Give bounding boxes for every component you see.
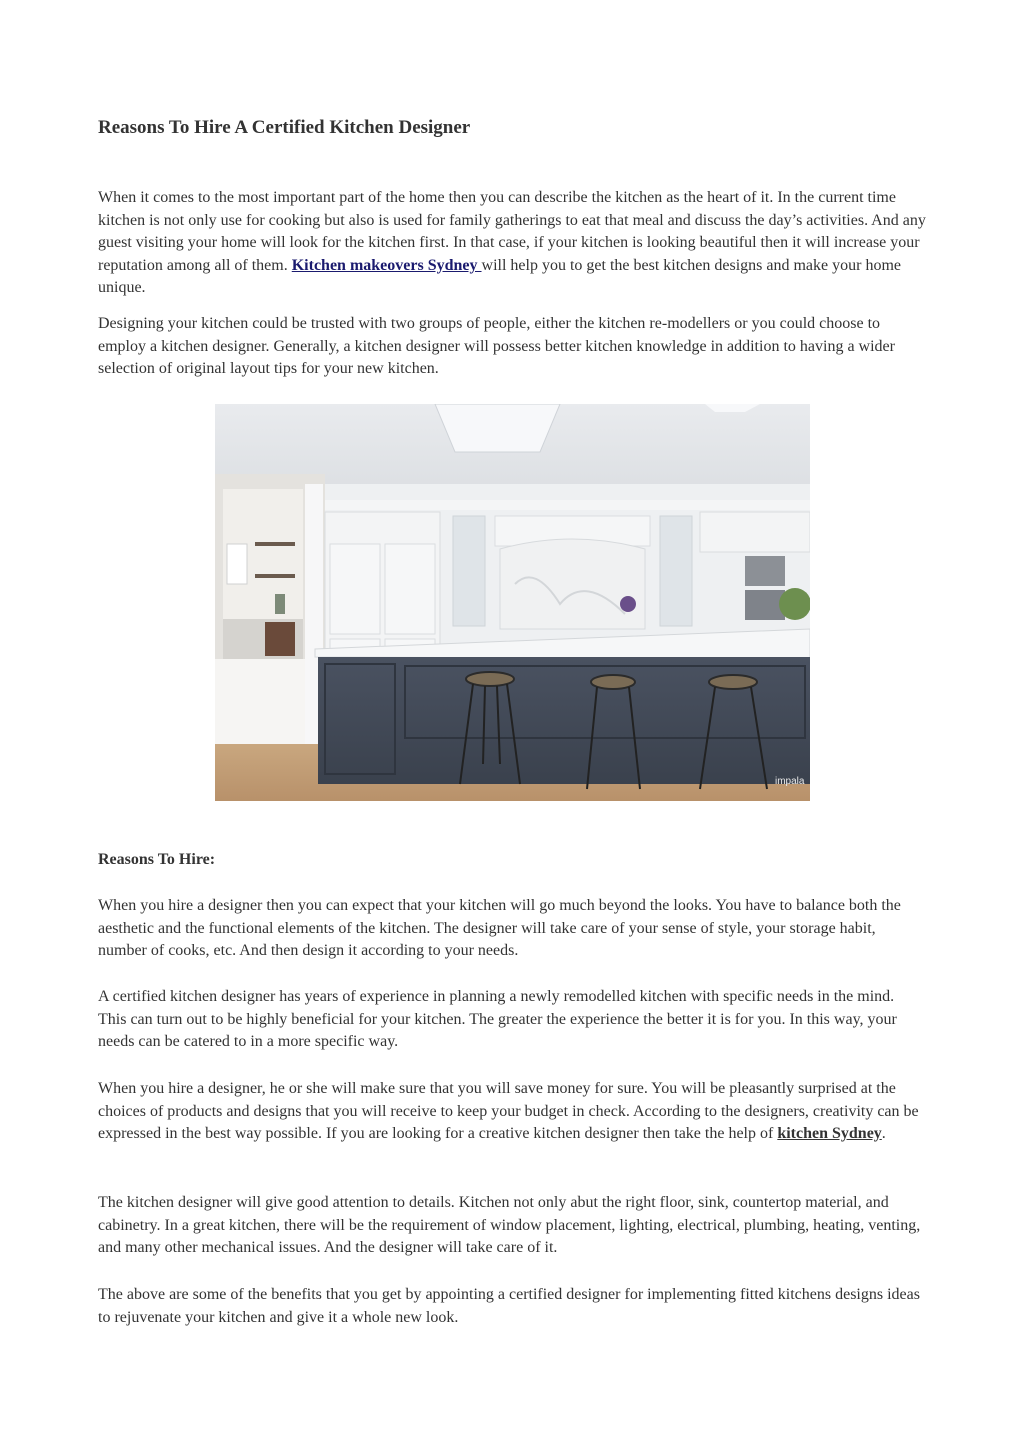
intro-text-before-link: When it comes to the most important part of the home then you can describe the kitchen as the heart of it. In the current time kitchen is not only use for cooking but also is used for family gatherings to eat that meal and discuss the day’s activities. And any guest visiting your home will look for the kitchen first. In that case, if your kitchen is looking beautiful then it will increase your reputation among all of them. <box>98 189 926 274</box>
reasons-paragraph-4-text: The kitchen designer will give good attention to details. Kitchen not only abut the right floor, sink, countertop material, and cabinetry. In a great kitchen, there will be the requirement of window placement, lighting, electrical, plumbing, heating, venting, and many other mechanical issues. And the designer will take care of it. <box>98 1194 921 1257</box>
kitchen-sydney-link[interactable]: kitchen Sydney <box>777 1125 882 1143</box>
reasons-p3-text-after-link: . <box>881 1125 886 1143</box>
page-title: Reasons To Hire A Certified Kitchen Designer <box>98 117 471 138</box>
reasons-paragraph-4 <box>98 1192 926 1260</box>
intro-text-after-link: will help you to get the best kitchen designs and make your home unique. <box>98 256 901 297</box>
reasons-heading: Reasons To Hire: <box>98 851 216 868</box>
intro-paragraph-2 <box>98 313 926 381</box>
reasons-paragraph-5 <box>98 1284 926 1329</box>
reasons-paragraph-1 <box>98 895 926 963</box>
kitchen-photo <box>215 404 810 801</box>
reasons-paragraph-2 <box>98 986 926 1054</box>
reasons-paragraph-2-text: A certified kitchen designer has years of experience in planning a newly remodelled kitchen with specific needs in the mind. This can turn out to be highly beneficial for your kitchen. The greater the experience the better it is for you. In this way, your needs can be catered to in a more specific way. <box>98 988 897 1051</box>
reasons-p3-text-before-link: When you hire a designer, he or she will make sure that you will save money for sure. You will be pleasantly surprised at the choices of products and designs that you will receive to keep your budget in check. According to the designers, creativity can be expressed in the best way possible. If you are looking for a creative kitchen designer then take the help of <box>98 1080 919 1143</box>
kitchen-makeovers-link[interactable]: Kitchen makeovers Sydney <box>291 256 482 274</box>
intro-paragraph-1 <box>98 187 926 300</box>
reasons-paragraph-3 <box>98 1078 926 1146</box>
intro-paragraph-2-text: Designing your kitchen could be trusted with two groups of people, either the kitchen re-modellers or you could choose to employ a kitchen designer. Generally, a kitchen designer will possess better kitchen knowledge in addition to having a wider selection of original layout tips for your new kitchen. <box>98 315 895 378</box>
photo-watermark: impala <box>775 776 805 787</box>
reasons-paragraph-5-text: The above are some of the benefits that you get by appointing a certified designer for implementing fitted kitchens designs ideas to rejuvenate your kitchen and give it a whole new look. <box>98 1286 920 1326</box>
reasons-paragraph-1-text: When you hire a designer then you can expect that your kitchen will go much beyond the looks. You have to balance both the aesthetic and the functional elements of the kitchen. The designer will take care of your sense of style, your storage habit, number of cooks, etc. And then design it according to your needs. <box>98 897 901 960</box>
reasons-heading-block <box>98 849 926 872</box>
